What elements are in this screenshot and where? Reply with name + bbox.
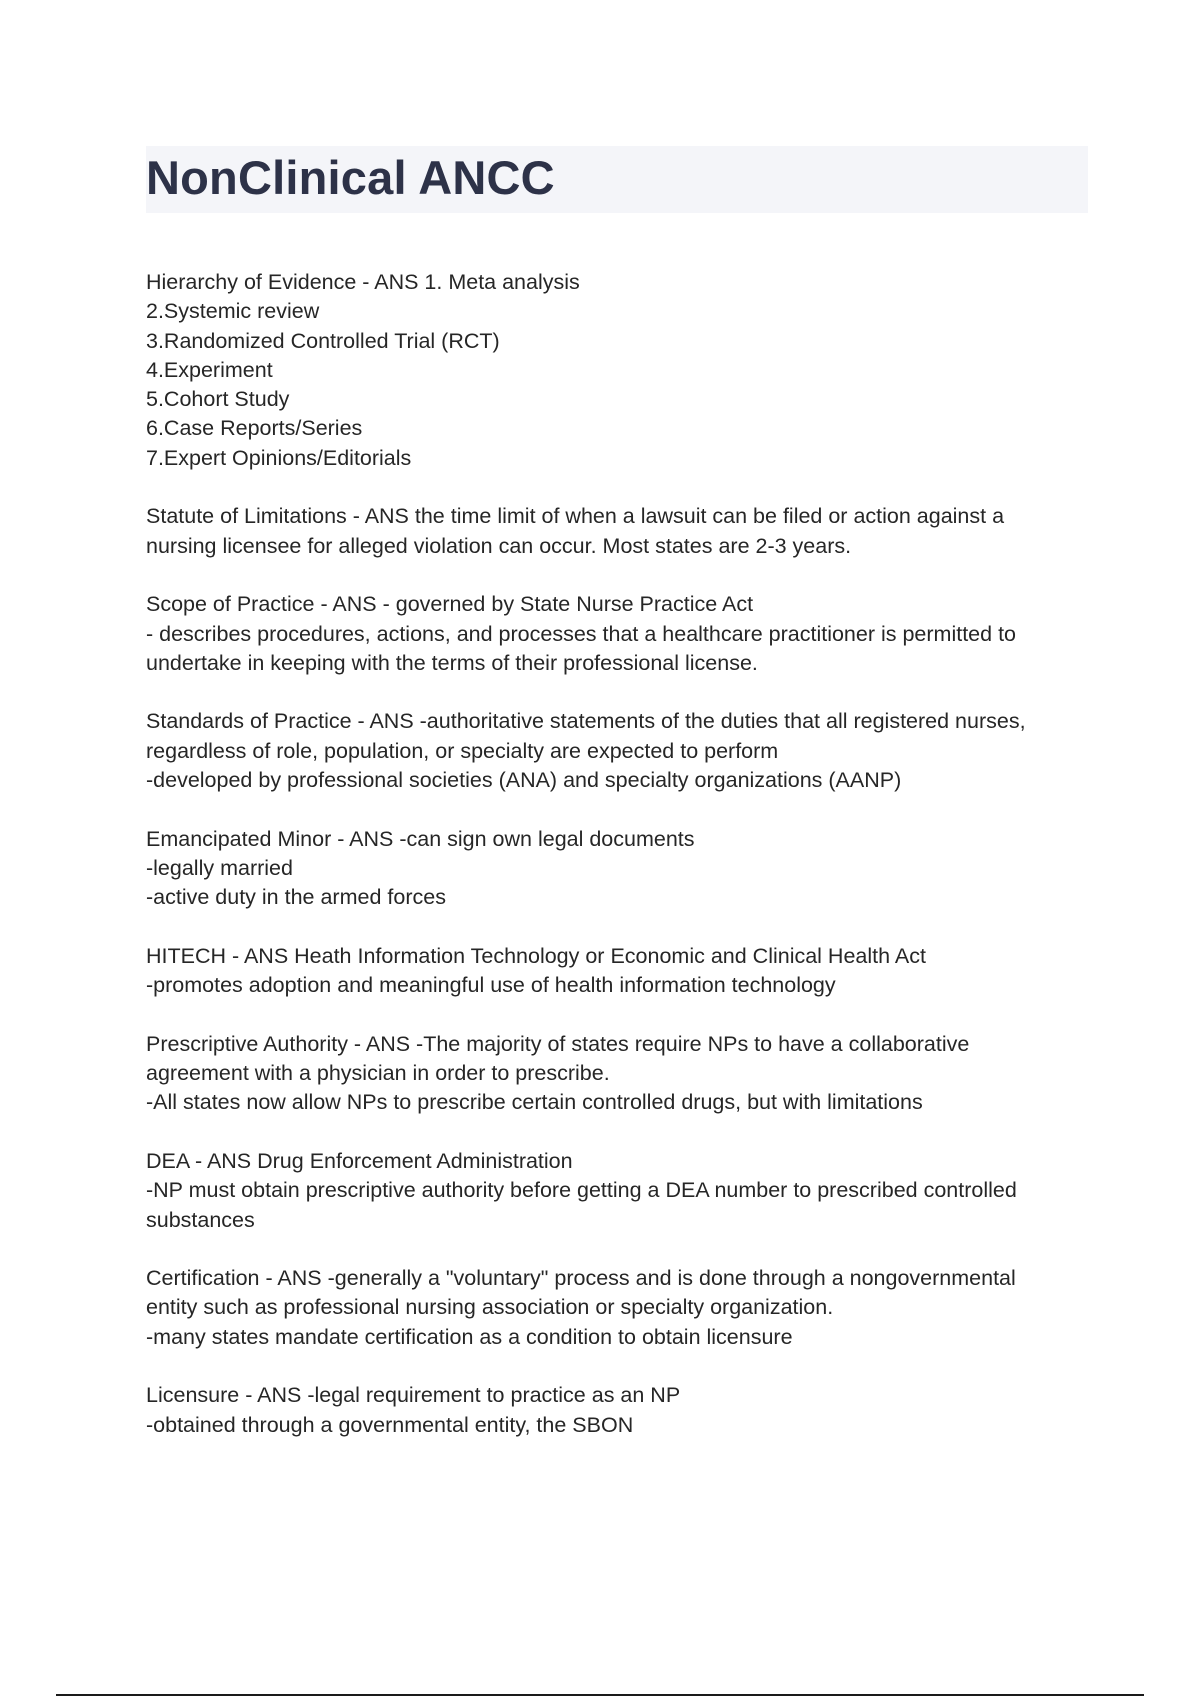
entry-term-line: Licensure - ANS -legal requirement to practice as an NP bbox=[146, 1383, 681, 1408]
entry-term-line: Prescriptive Authority - ANS -The majority of states require NPs to have a collaborative bbox=[146, 1031, 970, 1056]
qa-entry bbox=[146, 590, 1066, 678]
entry-text-line: - describes procedures, actions, and processes that a healthcare practitioner is permitted to bbox=[146, 621, 1017, 646]
qa-entry bbox=[146, 1147, 1066, 1235]
page-title: NonClinical ANCC bbox=[146, 151, 555, 204]
entry-text-line: 6.Case Reports/Series bbox=[146, 416, 363, 441]
entry-text-line: -many states mandate certification as a condition to obtain licensure bbox=[146, 1324, 793, 1349]
entry-text-line: 7.Expert Opinions/Editorials bbox=[146, 445, 412, 470]
entry-text-line: -legally married bbox=[146, 855, 293, 880]
entry-text-line: entity such as professional nursing association or specialty organization. bbox=[146, 1295, 834, 1320]
qa-entry bbox=[146, 825, 1066, 913]
entry-text-line: regardless of role, population, or specialty are expected to perform bbox=[146, 738, 779, 763]
entry-term-line: Certification - ANS -generally a "voluntary" process and is done through a nongovernmental bbox=[146, 1266, 1016, 1291]
qa-entry bbox=[146, 268, 1066, 473]
qa-entry bbox=[146, 707, 1066, 795]
entry-text-line: substances bbox=[146, 1207, 255, 1232]
entry-text-line: -NP must obtain prescriptive authority before getting a DEA number to prescribed controlled bbox=[146, 1178, 1017, 1203]
qa-entry bbox=[146, 1264, 1066, 1352]
entry-text-line: 4.Experiment bbox=[146, 357, 273, 382]
entry-term-line: Hierarchy of Evidence - ANS 1. Meta analysis bbox=[146, 270, 580, 294]
entry-term-line: HITECH - ANS Heath Information Technology or Economic and Clinical Health Act bbox=[146, 943, 926, 968]
qa-entry bbox=[146, 1030, 1066, 1118]
entry-text-line: -active duty in the armed forces bbox=[146, 885, 446, 910]
entry-text-line: -developed by professional societies (ANA) and specialty organizations (AANP) bbox=[146, 768, 902, 793]
entry-term-line: Standards of Practice - ANS -authoritative statements of the duties that all registered nurses, bbox=[146, 709, 1026, 734]
entry-text-line: undertake in keeping with the terms of their professional license. bbox=[146, 650, 758, 675]
entry-term-line: Emancipated Minor - ANS -can sign own legal documents bbox=[146, 826, 695, 851]
entry-text-line: nursing licensee for alleged violation can occur. Most states are 2-3 years. bbox=[146, 533, 852, 558]
qa-entry bbox=[146, 942, 1066, 1001]
document-body bbox=[146, 268, 1066, 1469]
entry-term-line: Scope of Practice - ANS - governed by State Nurse Practice Act bbox=[146, 592, 754, 617]
footer-divider bbox=[56, 1694, 1144, 1696]
entry-text-line: -obtained through a governmental entity, the SBON bbox=[146, 1412, 634, 1437]
entry-text-line: agreement with a physician in order to prescribe. bbox=[146, 1061, 610, 1086]
qa-entry bbox=[146, 502, 1066, 561]
entry-text-line: -promotes adoption and meaningful use of health information technology bbox=[146, 973, 836, 998]
qa-entry bbox=[146, 1381, 1066, 1440]
entry-term-line: Statute of Limitations - ANS the time limit of when a lawsuit can be filed or action against a bbox=[146, 504, 1005, 529]
entry-text-line: 5.Cohort Study bbox=[146, 387, 290, 412]
entry-text-line: -All states now allow NPs to prescribe certain controlled drugs, but with limitations bbox=[146, 1090, 923, 1115]
entry-text-line: 2.Systemic review bbox=[146, 299, 320, 324]
entry-term-line: DEA - ANS Drug Enforcement Administration bbox=[146, 1148, 573, 1173]
entry-text-line: 3.Randomized Controlled Trial (RCT) bbox=[146, 328, 500, 353]
